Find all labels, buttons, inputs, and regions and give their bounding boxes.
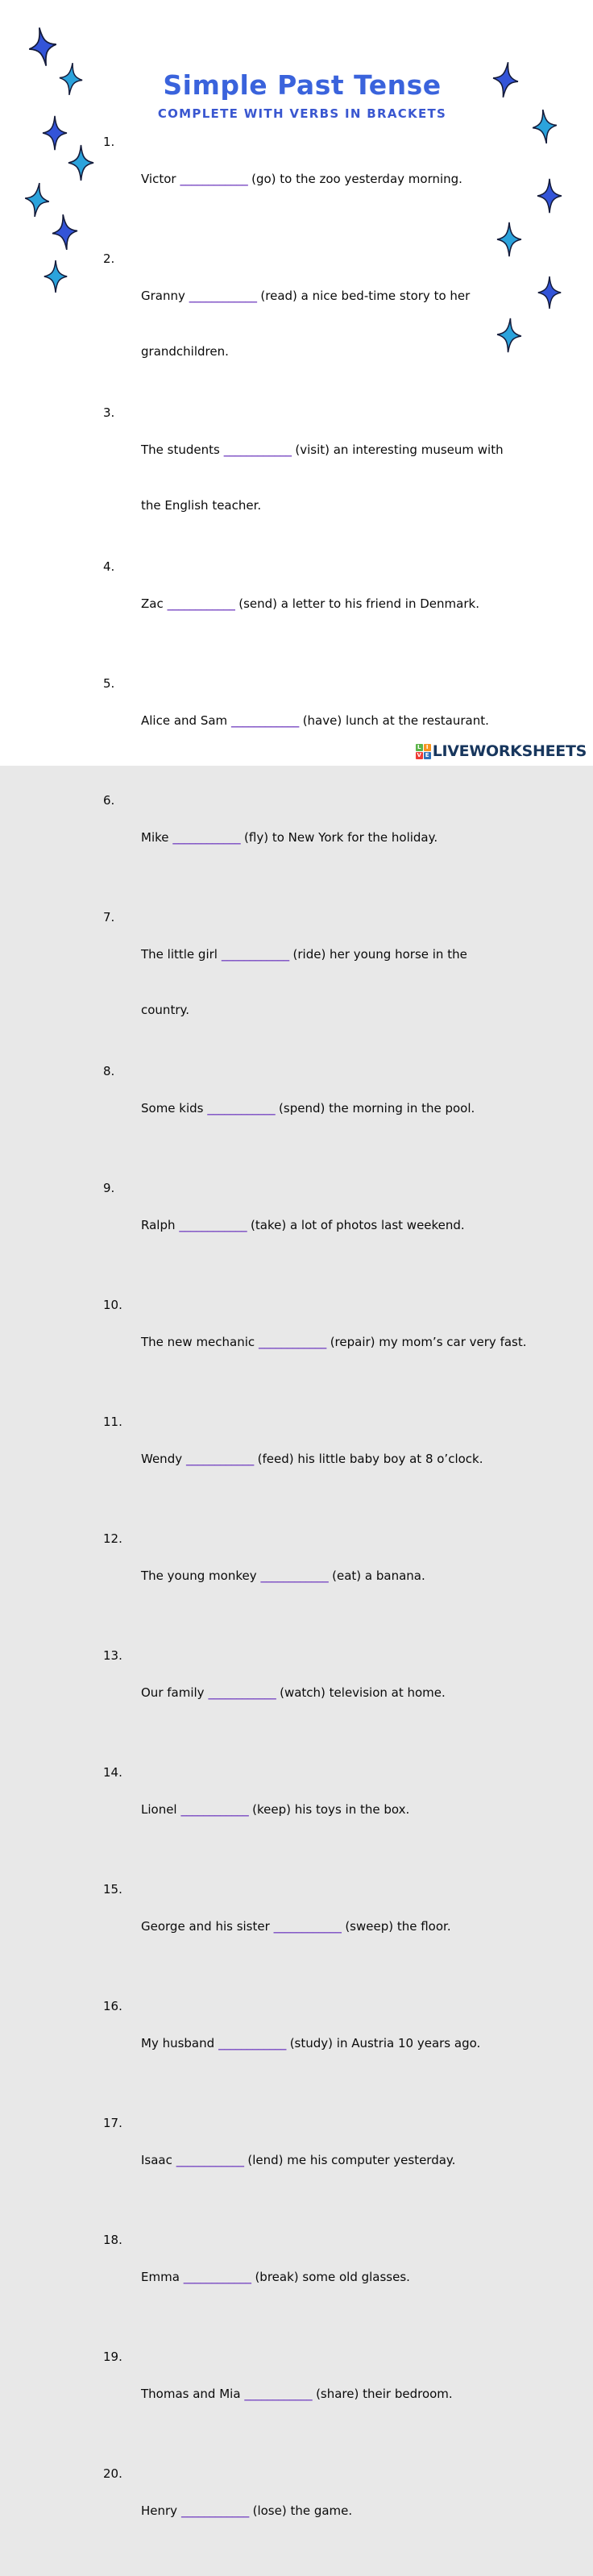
item-line2: grandchildren. bbox=[141, 344, 229, 359]
item-line1 bbox=[141, 2385, 453, 2404]
logo-square: L bbox=[416, 744, 423, 751]
answer-blank[interactable]: ____________ bbox=[244, 2387, 313, 2401]
exercise-item bbox=[103, 1997, 561, 2109]
answer-blank[interactable]: ____________ bbox=[185, 1452, 254, 1466]
worksheet-header bbox=[0, 0, 593, 122]
item-text bbox=[141, 2231, 410, 2342]
item-text-before: Alice and Sam bbox=[141, 713, 231, 728]
item-text-after: (share) their bedroom. bbox=[312, 2387, 453, 2401]
item-text-after: (send) a letter to his friend in Denmark. bbox=[234, 596, 479, 611]
item-text-before: Ralph bbox=[141, 1218, 180, 1232]
item-text-before: My husband bbox=[141, 2036, 218, 2050]
item-line1 bbox=[141, 712, 489, 730]
item-number: 15. bbox=[103, 1882, 122, 1897]
item-text-before: Victor bbox=[141, 172, 180, 186]
item-number: 19. bbox=[103, 2350, 122, 2364]
item-text-before: Henry bbox=[141, 2503, 181, 2518]
item-number: 20. bbox=[103, 2466, 122, 2481]
item-text bbox=[141, 1880, 451, 1992]
answer-blank[interactable]: ____________ bbox=[230, 713, 299, 728]
item-line1 bbox=[141, 1333, 527, 1352]
item-text bbox=[141, 133, 462, 244]
exercise-item bbox=[103, 908, 561, 1057]
item-text-after: (have) lunch at the restaurant. bbox=[298, 713, 489, 728]
exercise-item bbox=[103, 133, 561, 244]
answer-blank[interactable]: ____________ bbox=[207, 1101, 276, 1116]
item-text bbox=[141, 1413, 483, 1524]
item-line2: country. bbox=[141, 1003, 189, 1017]
item-text-before: Thomas and Mia bbox=[141, 2387, 245, 2401]
item-text-before: Mike bbox=[141, 830, 173, 845]
exercise-item bbox=[103, 1764, 561, 1875]
item-text-before: Zac bbox=[141, 596, 168, 611]
item-text-after: (keep) his toys in the box. bbox=[248, 1802, 410, 1817]
item-text bbox=[141, 2348, 453, 2459]
item-text-after: (feed) his little baby boy at 8 o’clock. bbox=[253, 1452, 483, 1466]
item-text-after: (sweep) the floor. bbox=[341, 1919, 451, 1934]
item-number: 18. bbox=[103, 2233, 122, 2247]
item-line1 bbox=[141, 1567, 425, 1585]
item-number: 9. bbox=[103, 1181, 115, 1195]
answer-blank[interactable]: ____________ bbox=[260, 1568, 329, 1583]
item-number: 3. bbox=[103, 405, 115, 420]
item-number: 5. bbox=[103, 676, 115, 691]
item-text-after: (read) a nice bed-time story to her bbox=[256, 289, 471, 303]
item-number: 14. bbox=[103, 1765, 122, 1780]
item-line1 bbox=[141, 595, 479, 613]
item-line1 bbox=[141, 1684, 446, 1702]
logo-square: E bbox=[424, 752, 431, 759]
exercise-list bbox=[0, 133, 593, 2576]
item-text bbox=[141, 791, 437, 903]
item-line1 bbox=[141, 1099, 475, 1118]
item-text bbox=[141, 1997, 480, 2109]
exercise-item bbox=[103, 1647, 561, 1758]
exercise-item bbox=[103, 2348, 561, 2459]
answer-blank[interactable]: ____________ bbox=[172, 830, 241, 845]
exercise-item bbox=[103, 2114, 561, 2225]
item-text bbox=[141, 2465, 352, 2576]
item-number: 11. bbox=[103, 1415, 122, 1429]
answer-blank[interactable]: ____________ bbox=[180, 2503, 249, 2518]
exercise-item bbox=[103, 2231, 561, 2342]
exercise-item bbox=[103, 1530, 561, 1641]
item-text-before: Isaac bbox=[141, 2153, 176, 2167]
item-line1 bbox=[141, 287, 470, 305]
item-text-before: George and his sister bbox=[141, 1919, 274, 1934]
item-text-after: (repair) my mom’s car very fast. bbox=[326, 1335, 527, 1349]
item-text-after: (spend) the morning in the pool. bbox=[275, 1101, 475, 1116]
item-line1 bbox=[141, 1801, 409, 1819]
answer-blank[interactable]: ____________ bbox=[273, 1919, 342, 1934]
item-text bbox=[141, 404, 504, 552]
answer-blank[interactable]: ____________ bbox=[221, 947, 289, 962]
answer-blank[interactable]: ____________ bbox=[180, 1802, 249, 1817]
exercise-item bbox=[103, 1296, 561, 1407]
page-title: Simple Past Tense bbox=[163, 69, 442, 101]
item-text bbox=[141, 1296, 527, 1407]
item-line1 bbox=[141, 1450, 483, 1469]
item-text bbox=[141, 1530, 425, 1641]
item-text-after: (break) some old glasses. bbox=[251, 2270, 410, 2284]
item-text-before: Some kids bbox=[141, 1101, 208, 1116]
exercise-item bbox=[103, 675, 561, 786]
item-text-after: (study) in Austria 10 years ago. bbox=[285, 2036, 481, 2050]
item-number: 6. bbox=[103, 793, 115, 808]
item-number: 16. bbox=[103, 1999, 122, 2013]
item-text-before: The new mechanic bbox=[141, 1335, 259, 1349]
item-text-before: Lionel bbox=[141, 1802, 181, 1817]
item-text-after: (fly) to New York for the holiday. bbox=[240, 830, 438, 845]
item-text-after: (lose) the game. bbox=[248, 2503, 353, 2518]
item-text-before: Emma bbox=[141, 2270, 184, 2284]
item-text-before: Granny bbox=[141, 289, 189, 303]
item-line1 bbox=[141, 2151, 455, 2170]
item-number: 8. bbox=[103, 1064, 115, 1078]
answer-blank[interactable]: ____________ bbox=[218, 2036, 286, 2050]
exercise-item bbox=[103, 1880, 561, 1992]
exercise-item bbox=[103, 2465, 561, 2576]
liveworksheets-logo[interactable] bbox=[416, 742, 587, 760]
item-text-after: (lend) me his computer yesterday. bbox=[243, 2153, 456, 2167]
logo-square: V bbox=[417, 752, 421, 758]
item-line1 bbox=[141, 1917, 451, 1936]
item-text-after: (watch) television at home. bbox=[276, 1685, 446, 1700]
item-text-after: (visit) an interesting museum with bbox=[291, 442, 504, 457]
item-line2: the English teacher. bbox=[141, 498, 262, 513]
item-line1 bbox=[141, 441, 504, 459]
item-text bbox=[141, 1179, 465, 1290]
item-text-after: (ride) her young horse in the bbox=[288, 947, 467, 962]
exercise-item bbox=[103, 1413, 561, 1524]
item-number: 17. bbox=[103, 2116, 122, 2130]
logo-square: I bbox=[424, 744, 431, 751]
item-text bbox=[141, 1647, 446, 1758]
item-text-after: (eat) a banana. bbox=[328, 1568, 425, 1583]
item-line1 bbox=[141, 2268, 410, 2287]
exercise-item bbox=[103, 404, 561, 552]
item-line1 bbox=[141, 945, 467, 964]
item-text bbox=[141, 1062, 475, 1174]
item-text-before: The little girl bbox=[141, 947, 222, 962]
exercise-item bbox=[103, 1179, 561, 1290]
item-number: 7. bbox=[103, 910, 115, 924]
exercise-item bbox=[103, 558, 561, 669]
item-text bbox=[141, 558, 479, 669]
item-text-before: Our family bbox=[141, 1685, 209, 1700]
item-number: 2. bbox=[103, 251, 115, 266]
item-number: 1. bbox=[103, 135, 115, 149]
item-number: 13. bbox=[103, 1648, 122, 1663]
answer-blank[interactable]: ____________ bbox=[223, 442, 292, 457]
item-line1 bbox=[141, 2502, 352, 2520]
liveworksheets-grid-icon bbox=[416, 744, 431, 759]
item-number: 10. bbox=[103, 1298, 122, 1312]
item-text-after: (take) a lot of photos last weekend. bbox=[247, 1218, 465, 1232]
item-text bbox=[141, 675, 489, 786]
answer-blank[interactable]: ____________ bbox=[167, 596, 235, 611]
item-text bbox=[141, 1764, 409, 1875]
item-line1 bbox=[141, 170, 462, 189]
item-line1 bbox=[141, 829, 437, 847]
item-number: 12. bbox=[103, 1531, 122, 1546]
answer-blank[interactable]: ____________ bbox=[183, 2270, 251, 2284]
exercise-item bbox=[103, 791, 561, 903]
item-line1 bbox=[141, 1216, 465, 1235]
item-number: 4. bbox=[103, 559, 115, 574]
item-line1 bbox=[141, 2034, 480, 2053]
item-text-after: (go) to the zoo yesterday morning. bbox=[247, 172, 462, 186]
item-text bbox=[141, 2114, 455, 2225]
item-text bbox=[141, 250, 470, 398]
answer-blank[interactable]: ____________ bbox=[189, 289, 257, 303]
page-subtitle: COMPLETE WITH VERBS IN BRACKETS bbox=[157, 106, 447, 121]
answer-blank[interactable]: ____________ bbox=[258, 1335, 326, 1349]
answer-blank[interactable]: ____________ bbox=[180, 172, 248, 186]
item-text-before: The students bbox=[141, 442, 224, 457]
exercise-item bbox=[103, 1062, 561, 1174]
answer-blank[interactable]: ____________ bbox=[176, 2153, 244, 2167]
item-text-before: The young monkey bbox=[141, 1568, 261, 1583]
item-text bbox=[141, 908, 467, 1057]
answer-blank[interactable]: ____________ bbox=[179, 1218, 247, 1232]
answer-blank[interactable]: ____________ bbox=[208, 1685, 276, 1700]
brand-wordmark: LIVEWORKSHEETS bbox=[432, 742, 587, 760]
exercise-item bbox=[103, 250, 561, 398]
item-text-before: Wendy bbox=[141, 1452, 186, 1466]
